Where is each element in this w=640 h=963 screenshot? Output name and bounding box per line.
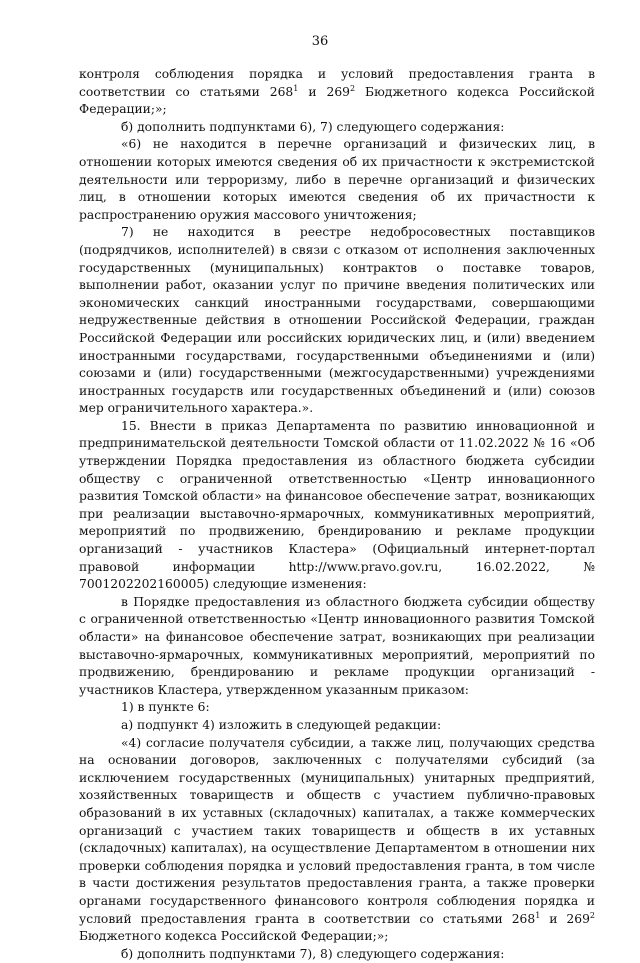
paragraph-subitem-a-restate: а) подпункт 4) изложить в следующей редакции: bbox=[121, 717, 442, 732]
paragraph-subitem-b-intro: б) дополнить подпунктами 6), 7) следующего содержания: bbox=[121, 119, 505, 134]
page-number: 36 bbox=[311, 34, 329, 49]
paragraph-point-1-in-item-6: 1) в пункте 6: bbox=[121, 700, 210, 715]
paragraph-procedure-changes: в Порядке предоставления из областного бюджета субсидии обществу с ограниченной ответственностью «Центр инновационного развития Томской области» на финансовое обеспечение затрат, возникающих при реализации выставочно-ярмарочных, коммуникативных мероприятий, мероприятий по продвижению, брендированию и рекламе продукции организаций - участников Кластера, утвержденном указанным приказом: bbox=[79, 594, 595, 697]
paragraph-item-6-extremism: «6) не находится в перечне организаций и физических лиц, в отношении которых имеются сведения об их причастности к экстремистской деятельности или терроризму, либо в перечне организаций и физических лиц, в отношении которых имеются сведения об их причастности к распространению оружия массового уничтожения; bbox=[79, 137, 595, 222]
paragraph-subitem-b-add: б) дополнить подпунктами 7), 8) следующего содержания: bbox=[121, 946, 505, 961]
paragraph-item-7-sanctions: 7) не находится в реестре недобросовестных поставщиков (подрядчиков, исполнителей) в связи с отказом от исполнения заключенных государственных (муниципальных) контрактов о поставке товаров, выполнении работ, оказании услуг по причине введения политических или экономических санкций иностранными государствами, совершающими недружественные действия в отношении Российской Федерации, граждан Российской Федерации или российских юридических лиц, и (или) введением иностранными государствами, государственными объединениями и (или) союзами и (или) государственными (межгосударственными) учреждениями иностранных государств или государственных объединений и (или) союзов мер ограничительного характера.». bbox=[79, 225, 595, 416]
paragraph-item-4-consent: «4) согласие получателя субсидии, а также лиц, получающих средства на основании договоров, заключенных с получателями субсидий (за исключением государственных (муниципальных) унитарных предприятий, хозяйственных товариществ и обществ с участием публично-правовых образований в их уставных (складочных) капиталах, а также коммерческих организаций с участием таких товариществ и обществ в их уставных (складочных) капиталах), на осуществление Департаментом в отношении них проверки соблюдения порядка и условий предоставления гранта, в том числе в части достижения результатов предоставления гранта, а также проверки органами государственного финансового контроля соблюдения порядка и условий предоставления гранта в соответствии со статьями $268^1$ и $269^2$ Бюджетного кодекса Российской Федерации;»; bbox=[79, 735, 595, 944]
paragraph-grant-control-end: контроля соблюдения порядка и условий предоставления гранта в соответствии со статьями $268^1$ и $269^2$ Бюджетного кодекса Российской Федерации;»; bbox=[79, 67, 596, 117]
document-body bbox=[79, 66, 595, 963]
paragraph-15-amend-order: 15. Внести в приказ Департамента по развитию инновационной и предпринимательской деятельности Томской области от 11.02.2022 № 16 «Об утверждении Порядка предоставления из областного бюджета субсидии обществу с ограниченной ответственностью «Центр инновационного развития Томской области» на финансовое обеспечение затрат, возникающих при реализации выставочно-ярмарочных, коммуникативных мероприятий, мероприятий по продвижению, брендированию и рекламе продукции организаций - участников Кластера» (Официальный интернет-портал правовой информации http://www.pravo.gov.ru, 16.02.2022, № 7001202202160005) следующие изменения: bbox=[79, 418, 595, 592]
